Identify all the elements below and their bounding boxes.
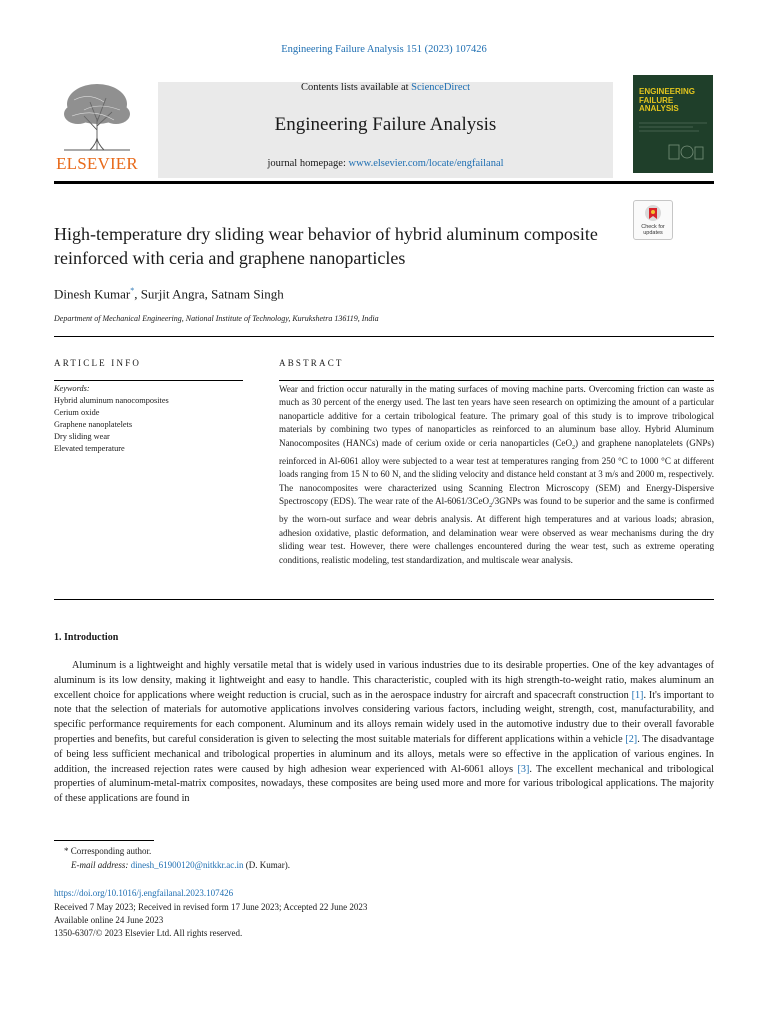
abstract-part: ) and graphene nanoplatelets (GNPs) reinforced in Al-6061 alloy were subjected to a wear test at temperatures ranging from 250 °C to 1000 °C at different loads ranging from 15 N to 60 N, and the sliding velocity and distance held constant at 3 m/s and 2000 m, respectively. The nanocomposites were characterized using Scanning Electron Microscopy (SEM) and Energy-Dispersive Spectroscopy (EDS). The wear rate of the Al-6061/3CeO [279,437,714,507]
keyword-item: Graphene nanoplatelets [54,419,133,429]
keywords-block [54,383,243,454]
cover-decoration-icon [633,75,713,173]
abstract-end-rule [54,599,714,600]
keyword-item: Cerium oxide [54,407,100,417]
doi-line [54,888,233,898]
email-label: E-mail address: [71,860,129,870]
text-run: . The excellent mechanical and tribological properties of aluminum-metal-matrix composites, nowadays, these composites are being used more and more for various tribological applications. The majority of these applications are found in [54,763,714,805]
reference-link[interactable]: [2] [625,733,638,745]
article-info-rule [54,380,243,381]
affiliation: Department of Mechanical Engineering, National Institute of Technology, Kurukshetra 136119, India [54,314,379,323]
contents-line [158,82,613,93]
keyword-item: Elevated temperature [54,443,125,453]
check-updates-icon [634,201,672,225]
author-name: Dinesh Kumar [54,286,131,302]
keywords-label: Keywords: [54,384,90,393]
other-authors: , Surjit Angra, Satnam Singh [134,286,284,302]
contents-prefix: Contents lists available at [300,82,412,93]
section-heading: 1. Introduction [54,632,119,643]
abstract-heading: ABSTRACT [279,358,344,368]
journal-cover-image [633,75,713,173]
journal-title: Engineering Failure Analysis [274,114,497,135]
online-date: Available online 24 June 2023 [54,915,164,925]
header-rule [54,181,714,184]
corresponding-mark[interactable]: * [130,286,135,295]
paper-title: High-temperature dry sliding wear behavior of hybrid aluminum composite reinforced with ceria and graphene nanoparticles [54,224,598,268]
email-link[interactable]: dinesh_61900120@nitkkr.ac.in [130,860,244,870]
doi-link[interactable]: https://doi.org/10.1016/j.engfailanal.2023.107426 [54,888,234,898]
text-run: Aluminum is a lightweight and highly versatile metal that is widely used in various industries due to its desirable properties. One of the key advantages of aluminum is its low density, making it lightweight and easy to handle. This characteristic, coupled with its high strength-to-weight ratio, makes aluminum an excellent choice for applications where weight reduction is crucial, such as in the aerospace industry for aircraft and spacecraft construction [54,660,714,701]
check-for-updates-button[interactable] [633,200,673,240]
check-updates-label: Check for updates [641,224,665,236]
citation-link[interactable]: Engineering Failure Analysis 151 (2023) 107426 [281,44,487,55]
author-list [54,286,284,302]
keyword-item: Hybrid aluminum nanocomposites [54,395,169,405]
tree-icon [54,80,140,152]
reference-link[interactable]: [1] [631,689,644,701]
introduction-body [54,659,714,807]
homepage-link[interactable]: www.elsevier.com/locate/engfailanal [348,158,504,169]
text-run: . It's important to note that the selection of materials for automotive applications involves considering various factors, including weight, strength, cost, manufacturability, and specific performance requirements for each component. Aluminum and its alloys remain widely used in the automotive industry due to their overall favorable properties and benefits, but careful consideration is given to selecting the most suitable materials for different applications within a vehicle [54,689,714,745]
abstract-text [279,383,714,567]
homepage-line [158,158,613,169]
abstract-part: /3GNPs was found to be superior and the same is confirmed by the worn-out surface and wear debris analysis. At different high temperatures and at various loads; abrasion, adhesion oxidative, plastic deformation, and delamination wear were observed as wear mechanisms during the dry sliding wear test. However, there were challenges encountered during the wear test, such as extreme operating conditions, realistic modeling, test standardization, and multiscale wear analysis. [279,496,715,565]
email-note [71,860,290,870]
reference-link[interactable]: [3] [517,763,530,775]
received-dates: Received 7 May 2023; Received in revised form 17 June 2023; Accepted 22 June 2023 [54,902,368,912]
abstract-part: Wear and friction occur naturally in the mating surfaces of moving machine parts. Overcoming friction can waste as much as 30 percent of the energy used. The last ten years have seen research on optimizing the amount of a particular nanoparticle additive for a certain tribological feature. The primary goal of this study is to improve tribological materials by combining two types of nanoparticles as reinforced to an aluminum base alloy. Hybrid Aluminum Nanocomposites (HANCs) made of cerium oxide or ceria nanoparticles (CeO [279,384,714,448]
title-rule [54,336,714,337]
subscript: 2 [572,444,576,451]
corresponding-author-note: * Corresponding author. [64,846,152,856]
email-suffix: (D. Kumar). [243,860,290,870]
journal-citation[interactable] [0,44,768,55]
elsevier-wordmark: ELSEVIER [56,154,138,173]
abstract-rule [279,380,714,381]
subscript: 2 [489,502,493,509]
footnote-rule [54,840,154,841]
keyword-item: Dry sliding wear [54,431,110,441]
cover-title: ENGINEERING FAILURE ANALYSIS [639,87,696,113]
article-info-heading: ARTICLE INFO [54,358,142,368]
text-run: . The disadvantage of being less sufficient mechanical and tribological properties in aluminum and its alloys, metals were so effective in the application of various engines. In addition, the increased rejection rates were caused by high adhesion wear experienced with Al-6061 alloys [54,733,714,775]
sciencedirect-link[interactable]: ScienceDirect [411,82,471,93]
copyright-line: 1350-6307/© 2023 Elsevier Ltd. All rights reserved. [54,928,243,938]
paragraph [54,659,714,807]
homepage-prefix: journal homepage: [267,158,349,169]
